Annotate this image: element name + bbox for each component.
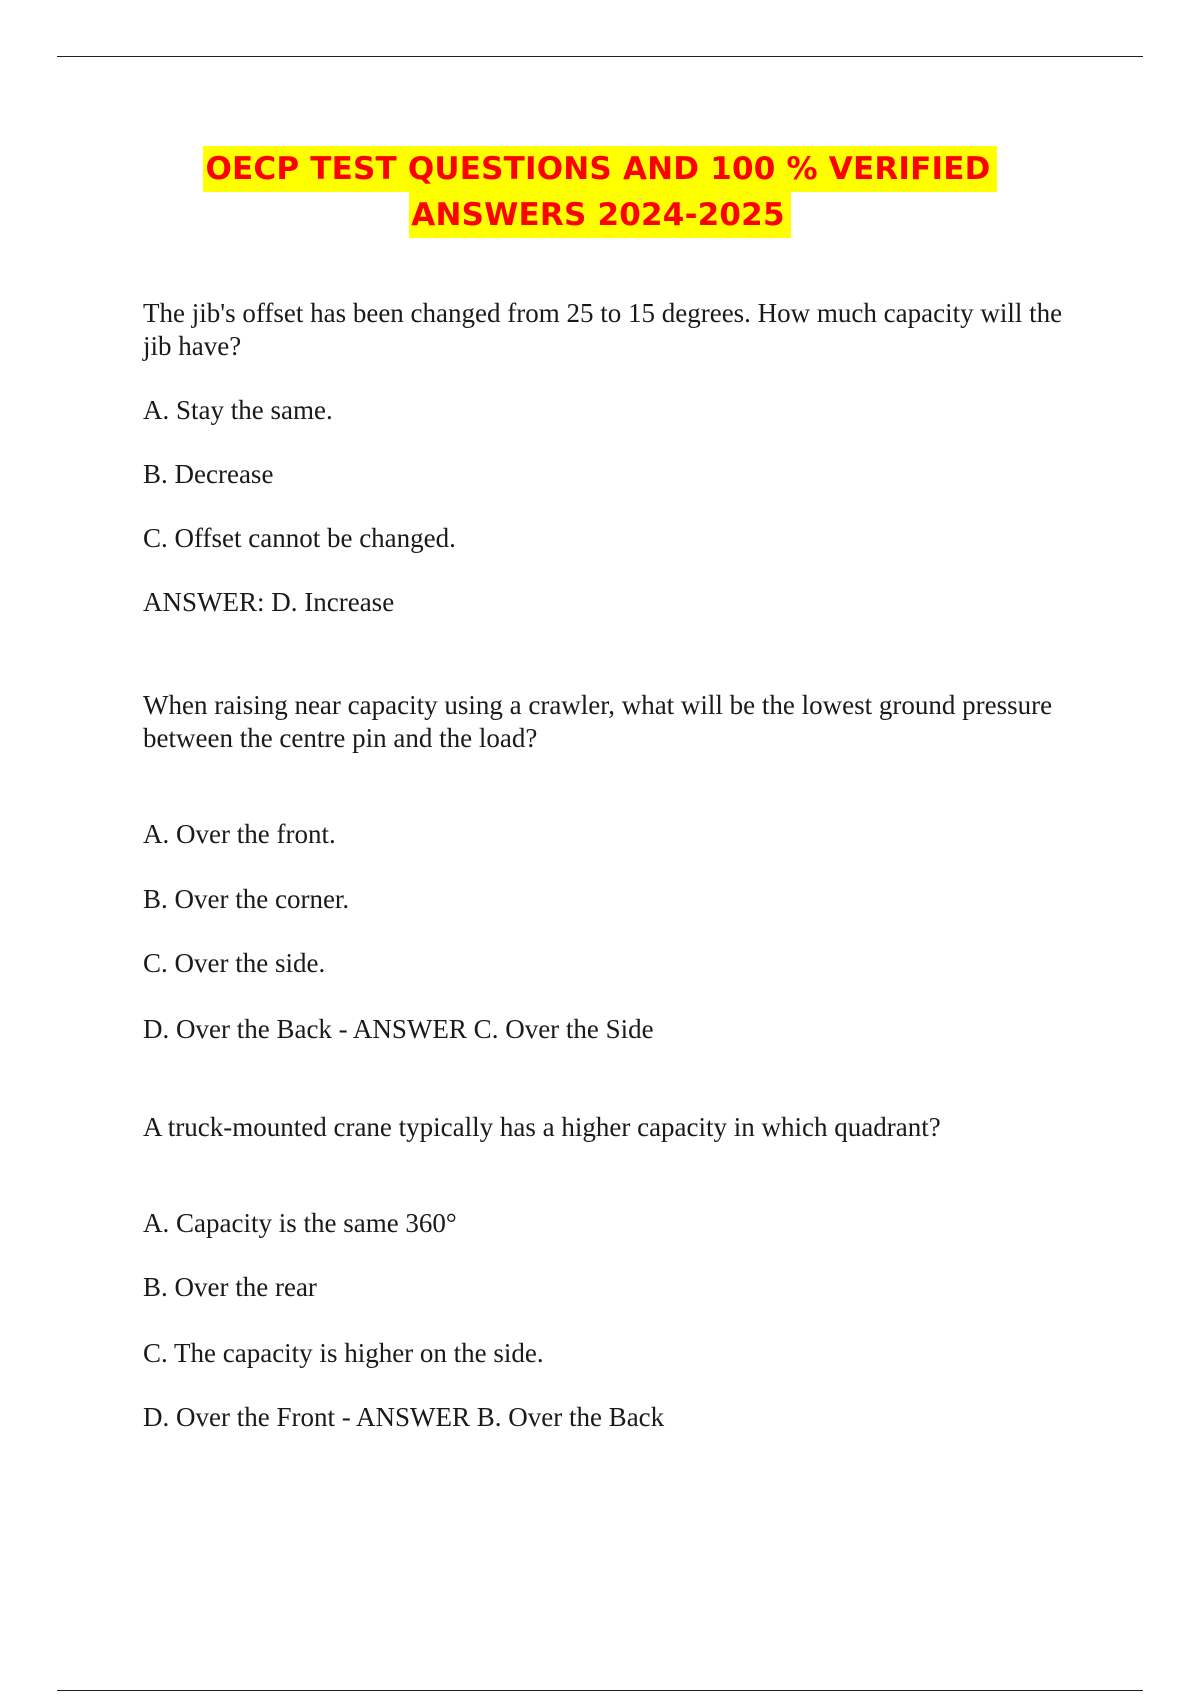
option-a: A. Over the front. (143, 819, 336, 849)
title-line-1: OECP TEST QUESTIONS AND 100 % VERIFIED (203, 146, 996, 192)
question-block-3 (143, 1111, 1083, 1434)
option-d-answer: D. Over the Front - ANSWER B. Over the Back (143, 1402, 665, 1432)
option-a: A. Capacity is the same 360° (143, 1208, 457, 1238)
option-c: C. Offset cannot be changed. (143, 523, 456, 553)
question-text: When raising near capacity using a crawler, what will be the lowest ground pressure between the centre pin and the load? (143, 690, 1053, 753)
option-b: B. Over the corner. (143, 884, 350, 914)
option-c: C. The capacity is higher on the side. (143, 1338, 544, 1368)
option-d-answer: D. Over the Back - ANSWER C. Over the Side (143, 1014, 654, 1044)
question-text: A truck-mounted crane typically has a higher capacity in which quadrant? (143, 1112, 941, 1142)
option-c: C. Over the side. (143, 948, 326, 978)
option-b: B. Decrease (143, 459, 274, 489)
top-rule (57, 56, 1143, 57)
question-block-2 (143, 689, 1083, 1046)
answer-line: ANSWER: D. Increase (143, 587, 395, 617)
question-block-1 (143, 297, 1083, 619)
option-a: A. Stay the same. (143, 395, 333, 425)
option-b: B. Over the rear (143, 1272, 317, 1302)
bottom-rule (57, 1690, 1143, 1691)
document-title (0, 146, 1200, 238)
question-text: The jib's offset has been changed from 25 to 15 degrees. How much capacity will the jib have? (143, 298, 1063, 361)
title-line-2: ANSWERS 2024-2025 (409, 192, 790, 238)
